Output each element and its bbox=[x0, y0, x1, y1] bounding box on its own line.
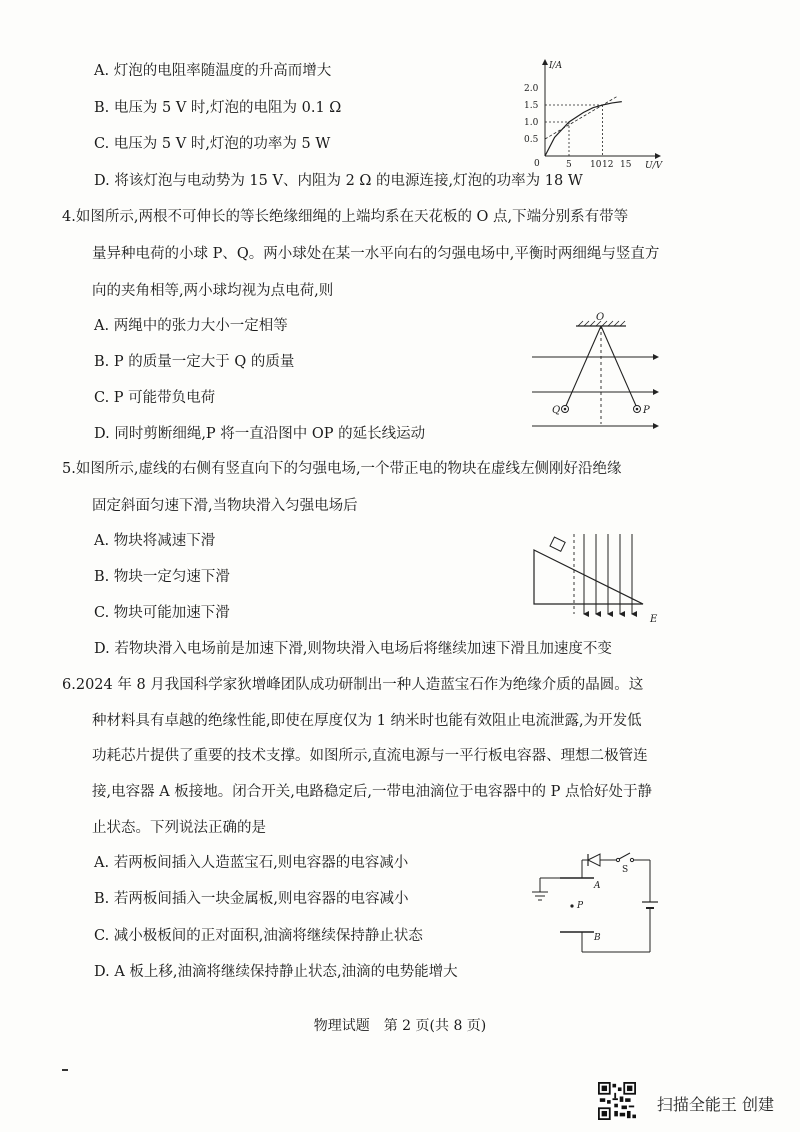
q6-stem-line-3: 功耗芯片提供了重要的技术支撑。如图所示,直流电源与一平行板电容器、理想二极管连 bbox=[92, 748, 648, 764]
q5-number: 5. bbox=[62, 461, 76, 477]
oil-drop-p bbox=[570, 904, 573, 907]
q6-stem-line-2: 种材料具有卓越的绝缘性能,即使在厚度仅为 1 纳米时也能有效阻止电流泄露,为开发低 bbox=[92, 713, 642, 729]
q5-stem-line-2: 固定斜面匀速下滑,当物块滑入匀强电场后 bbox=[92, 498, 358, 514]
x-tick-5: 5 bbox=[566, 160, 572, 170]
y-tick-0-5: 0.5 bbox=[524, 135, 539, 145]
q6-option-b: B. 若两板间插入一块金属板,则电容器的电容减小 bbox=[94, 891, 409, 907]
string-q bbox=[565, 326, 601, 408]
iu-curve-series bbox=[545, 102, 622, 156]
q6-number: 6. bbox=[62, 677, 76, 693]
q4-number: 4. bbox=[62, 209, 76, 225]
diode bbox=[588, 854, 600, 866]
y-tick-1-0: 1.0 bbox=[524, 118, 539, 128]
tangent-line-series bbox=[545, 97, 617, 140]
y-tick-1-5: 1.5 bbox=[524, 101, 539, 111]
label-a: A bbox=[594, 881, 601, 891]
q6-option-c: C. 减小极板间的正对面积,油滴将继续保持静止状态 bbox=[94, 928, 423, 944]
q3-iu-graph bbox=[520, 56, 680, 176]
scanner-brand: 扫描全能王 创建 bbox=[656, 1095, 774, 1114]
page-footer: 物理试题 第 2 页(共 8 页) bbox=[313, 1018, 487, 1034]
switch-s bbox=[619, 853, 630, 859]
x-axis-label: U/V bbox=[645, 161, 663, 171]
q3-option-b: B. 电压为 5 V 时,灯泡的电阻为 0.1 Ω bbox=[94, 100, 342, 116]
label-o: O bbox=[596, 312, 605, 323]
q5-option-b: B. 物块一定匀速下滑 bbox=[94, 569, 230, 585]
y-tick-2-0: 2.0 bbox=[524, 84, 539, 94]
scan-mark bbox=[62, 1069, 68, 1071]
string-p bbox=[601, 326, 637, 408]
q6-circuit bbox=[530, 850, 660, 960]
q6-stem-line-4: 接,电容器 A 板接地。闭合开关,电路稳定后,一带电油滴位于电容器中的 P 点恰好处于静 bbox=[92, 784, 652, 800]
y-axis-label: I/A bbox=[549, 61, 563, 71]
label-s: S bbox=[622, 865, 629, 875]
q6-option-a: A. 若两板间插入人造蓝宝石,则电容器的电容减小 bbox=[94, 855, 409, 871]
x-tick-12: 12 bbox=[602, 160, 614, 170]
label-b: B bbox=[594, 933, 601, 943]
q6-stem-line-1: 6.2024 年 8 月我国科学家狄增峰团队成功研制出一种人造蓝宝石作为绝缘介质的晶圆。这 bbox=[62, 677, 644, 693]
block bbox=[550, 537, 565, 551]
q4-option-b: B. P 的质量一定大于 Q 的质量 bbox=[94, 354, 295, 370]
label-e: E bbox=[650, 614, 658, 625]
q3-option-a: A. 灯泡的电阻率随温度的升高而增大 bbox=[94, 63, 332, 79]
q4-option-d: D. 同时剪断细绳,P 将一直沿图中 OP 的延长线运动 bbox=[94, 426, 426, 442]
q3-option-c: C. 电压为 5 V 时,灯泡的功率为 5 W bbox=[94, 136, 331, 152]
q5-option-a: A. 物块将减速下滑 bbox=[94, 533, 216, 549]
q4-figure bbox=[530, 312, 670, 432]
q4-stem-line-1: 4.如图所示,两根不可伸长的等长绝缘细绳的上端均系在天花板的 O 点,下端分别系有带等 bbox=[62, 209, 629, 225]
q4-stem-line-3: 向的夹角相等,两小球均视为点电荷,则 bbox=[92, 283, 334, 299]
label-q: Q bbox=[552, 405, 561, 416]
q5-option-d: D. 若物块滑入电场前是加速下滑,则物块滑入电场后将继续加速下滑且加速度不变 bbox=[94, 641, 612, 657]
x-tick-15: 15 bbox=[620, 160, 632, 170]
x-tick-10: 10 bbox=[590, 160, 602, 170]
origin-label: 0 bbox=[534, 159, 540, 169]
q3-option-d: D. 将该灯泡与电动势为 15 V、内阻为 2 Ω 的电源连接,灯泡的功率为 18 W bbox=[94, 173, 583, 189]
q4-option-a: A. 两绳中的张力大小一定相等 bbox=[94, 318, 288, 334]
incline bbox=[534, 550, 643, 604]
q6-stem-line-5: 止状态。下列说法正确的是 bbox=[92, 820, 266, 836]
qr-code-icon bbox=[598, 1082, 636, 1120]
q5-option-c: C. 物块可能加速下滑 bbox=[94, 605, 230, 621]
q4-option-c: C. P 可能带负电荷 bbox=[94, 390, 216, 406]
q5-figure bbox=[528, 530, 663, 626]
label-p: P bbox=[643, 405, 650, 416]
q6-option-d: D. A 板上移,油滴将继续保持静止状态,油滴的电势能增大 bbox=[94, 964, 458, 980]
label-p: P bbox=[577, 901, 584, 911]
q5-stem-line-1: 5.如图所示,虚线的右侧有竖直向下的匀强电场,一个带正电的物块在虚线左侧刚好沿绝缘 bbox=[62, 461, 622, 477]
q4-stem-line-2: 量异种电荷的小球 P、Q。两小球处在某一水平向右的匀强电场中,平衡时两细绳与竖直方 bbox=[92, 246, 660, 262]
